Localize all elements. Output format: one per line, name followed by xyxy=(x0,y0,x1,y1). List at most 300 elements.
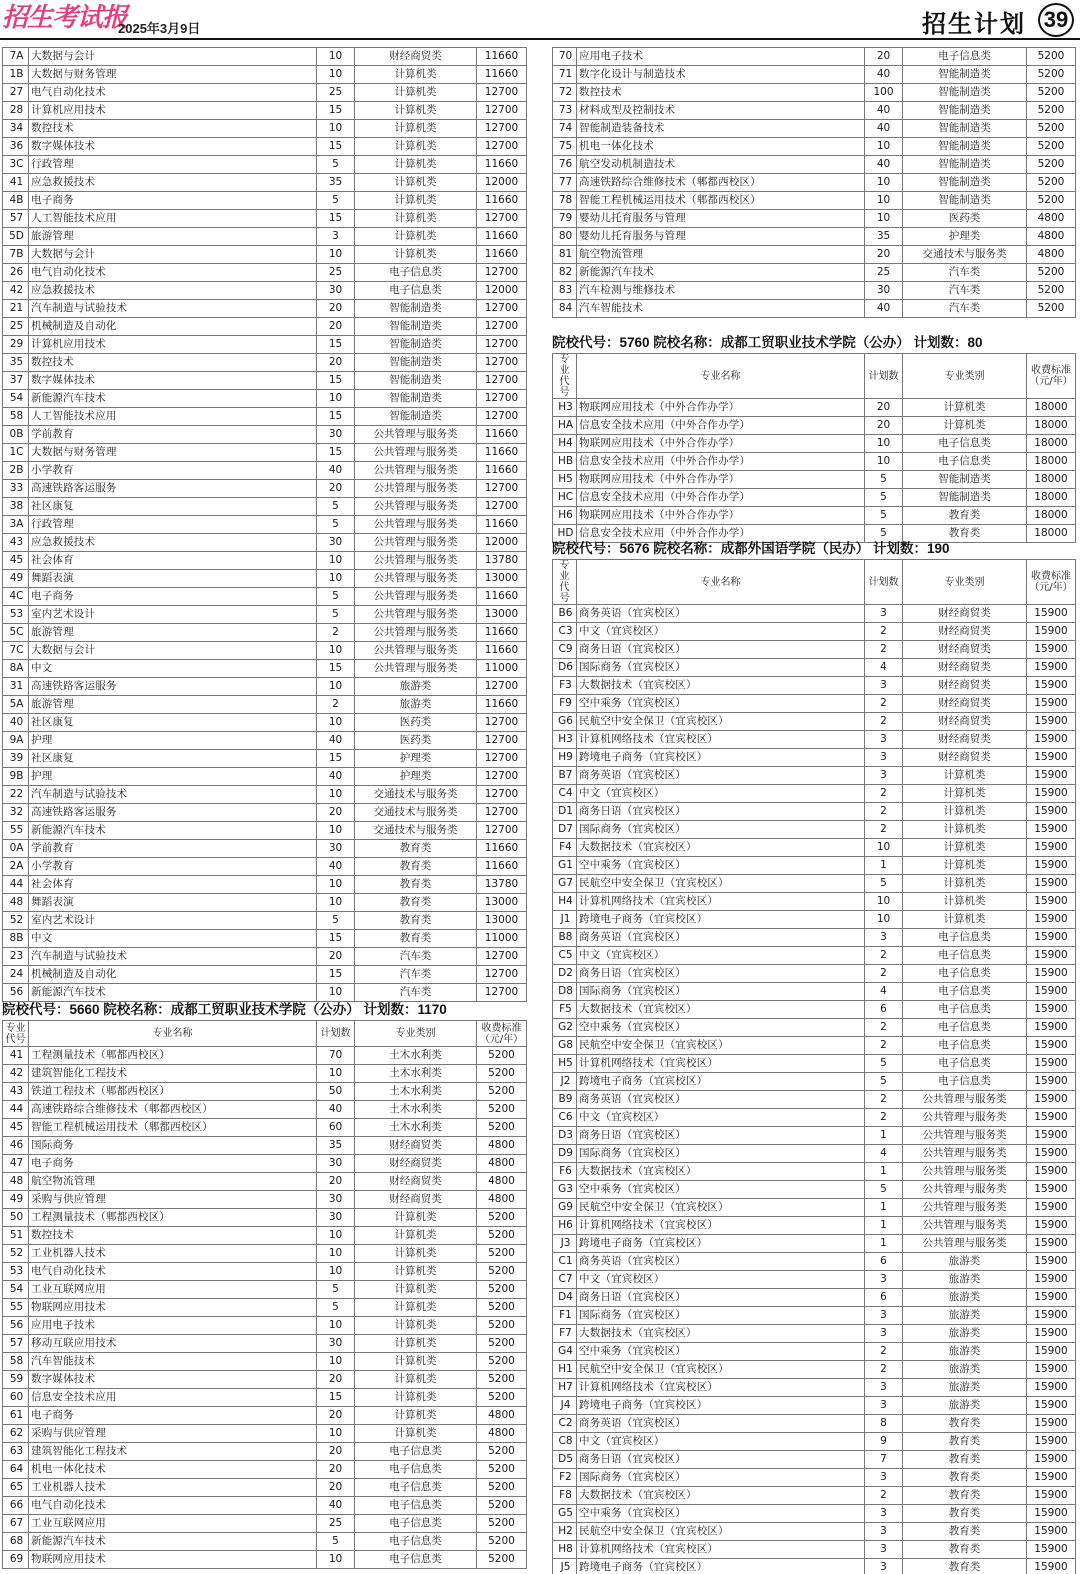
cell-category: 智能制造类 xyxy=(355,318,477,336)
cell-fee: 15900 xyxy=(1027,1505,1076,1523)
cell-plan: 2 xyxy=(865,1487,903,1505)
cell-fee: 5200 xyxy=(477,1047,527,1065)
table-row xyxy=(553,1307,1076,1325)
cell-fee: 15900 xyxy=(1027,659,1076,677)
cell-code: 71 xyxy=(553,66,577,84)
cell-fee: 15900 xyxy=(1027,1055,1076,1073)
cell-name: 国际商务（宜宾校区） xyxy=(577,1469,865,1487)
table-row xyxy=(3,966,527,984)
table-row xyxy=(3,1155,527,1173)
table-row xyxy=(553,1397,1076,1415)
cell-category: 公共管理与服务类 xyxy=(903,1109,1027,1127)
cell-plan: 10 xyxy=(317,120,355,138)
table-row xyxy=(553,1127,1076,1145)
cell-name: 婴幼儿托育服务与管理 xyxy=(577,210,865,228)
cell-fee: 11660 xyxy=(477,48,527,66)
cell-fee: 12000 xyxy=(477,534,527,552)
table-row xyxy=(3,642,527,660)
cell-plan: 10 xyxy=(317,786,355,804)
table-row xyxy=(553,1505,1076,1523)
cell-code: 81 xyxy=(553,246,577,264)
cell-fee: 11660 xyxy=(477,516,527,534)
cell-category: 计算机类 xyxy=(903,839,1027,857)
cell-plan: 6 xyxy=(865,1001,903,1019)
cell-fee: 18000 xyxy=(1027,507,1076,525)
cell-plan: 10 xyxy=(317,1245,355,1263)
table-row xyxy=(553,102,1076,120)
cell-fee: 5200 xyxy=(1027,156,1076,174)
cell-code: H9 xyxy=(553,749,577,767)
cell-category: 计算机类 xyxy=(355,1281,477,1299)
cell-fee: 15900 xyxy=(1027,1109,1076,1127)
cell-fee: 15900 xyxy=(1027,731,1076,749)
cell-category: 财经商贸类 xyxy=(903,623,1027,641)
cell-category: 教育类 xyxy=(355,930,477,948)
table-row xyxy=(3,228,527,246)
cell-plan: 20 xyxy=(317,480,355,498)
cell-name: 社区康复 xyxy=(29,750,317,768)
cell-name: 高速铁路客运服务 xyxy=(29,804,317,822)
cell-name: 护理 xyxy=(29,732,317,750)
table-row xyxy=(553,983,1076,1001)
cell-name: 机械制造及自动化 xyxy=(29,966,317,984)
cell-code: 9B xyxy=(3,768,29,786)
cell-plan: 40 xyxy=(865,156,903,174)
table-row xyxy=(3,588,527,606)
cell-category: 财经商贸类 xyxy=(355,1191,477,1209)
cell-name: 民航空中安全保卫（宜宾校区） xyxy=(577,875,865,893)
cell-plan: 20 xyxy=(317,804,355,822)
cell-name: 数控技术 xyxy=(577,84,865,102)
cell-fee: 5200 xyxy=(477,1119,527,1137)
cell-code: HC xyxy=(553,489,577,507)
cell-code: 68 xyxy=(3,1533,29,1551)
cell-fee: 4800 xyxy=(477,1173,527,1191)
cell-category: 公共管理与服务类 xyxy=(903,1199,1027,1217)
cell-name: 数控技术 xyxy=(29,1227,317,1245)
cell-plan: 10 xyxy=(865,192,903,210)
cell-plan: 3 xyxy=(865,677,903,695)
cell-plan: 8 xyxy=(865,1415,903,1433)
table-row xyxy=(3,1425,527,1443)
cell-plan: 10 xyxy=(317,678,355,696)
cell-name: 大数据技术（宜宾校区） xyxy=(577,1163,865,1181)
table-row xyxy=(553,731,1076,749)
cell-plan: 30 xyxy=(317,1191,355,1209)
table-row xyxy=(553,605,1076,623)
cell-category: 计算机类 xyxy=(355,138,477,156)
school-5760-block xyxy=(552,333,1076,543)
cell-plan: 5 xyxy=(317,192,355,210)
cell-category: 计算机类 xyxy=(903,785,1027,803)
cell-category: 电子信息类 xyxy=(355,264,477,282)
newspaper-logo: 招生考试报 xyxy=(2,3,128,33)
cell-code: 59 xyxy=(3,1371,29,1389)
cell-code: 66 xyxy=(3,1497,29,1515)
cell-plan: 3 xyxy=(865,1541,903,1559)
cell-fee: 13000 xyxy=(477,894,527,912)
cell-category: 计算机类 xyxy=(355,156,477,174)
cell-category: 电子信息类 xyxy=(903,1073,1027,1091)
cell-fee: 15900 xyxy=(1027,1559,1076,1574)
cell-category: 智能制造类 xyxy=(355,300,477,318)
cell-category: 计算机类 xyxy=(355,1227,477,1245)
table-row xyxy=(3,570,527,588)
cell-code: HA xyxy=(553,417,577,435)
header-fee: 收费标准（元/年） xyxy=(1027,354,1076,399)
cell-name: 新能源汽车技术 xyxy=(29,1533,317,1551)
cell-plan: 10 xyxy=(317,642,355,660)
cell-code: H1 xyxy=(553,1361,577,1379)
cell-fee: 15900 xyxy=(1027,1181,1076,1199)
cell-fee: 15900 xyxy=(1027,1487,1076,1505)
table-row xyxy=(3,516,527,534)
cell-plan: 20 xyxy=(865,399,903,417)
cell-plan: 3 xyxy=(317,228,355,246)
cell-code: G8 xyxy=(553,1037,577,1055)
cell-category: 智能制造类 xyxy=(903,174,1027,192)
cell-category: 财经商贸类 xyxy=(903,605,1027,623)
cell-fee: 12700 xyxy=(477,768,527,786)
cell-category: 旅游类 xyxy=(903,1289,1027,1307)
header-name: 专业名称 xyxy=(577,560,865,605)
cell-category: 智能制造类 xyxy=(903,471,1027,489)
table-row xyxy=(553,1469,1076,1487)
cell-name: 大数据与会计 xyxy=(29,246,317,264)
cell-fee: 15900 xyxy=(1027,695,1076,713)
cell-code: 25 xyxy=(3,318,29,336)
header-fee: 收费标准（元/年） xyxy=(477,1021,527,1047)
cell-fee: 12700 xyxy=(477,264,527,282)
cell-fee: 5200 xyxy=(477,1389,527,1407)
table-row xyxy=(553,192,1076,210)
cell-name: 新能源汽车技术 xyxy=(29,822,317,840)
cell-code: 73 xyxy=(553,102,577,120)
cell-name: 舞蹈表演 xyxy=(29,894,317,912)
cell-plan: 4 xyxy=(865,659,903,677)
table-row xyxy=(3,696,527,714)
cell-code: 57 xyxy=(3,1335,29,1353)
cell-category: 土木水利类 xyxy=(355,1047,477,1065)
cell-category: 智能制造类 xyxy=(355,390,477,408)
table-row xyxy=(553,1541,1076,1559)
cell-plan: 5 xyxy=(317,516,355,534)
cell-fee: 15900 xyxy=(1027,1199,1076,1217)
cell-code: D7 xyxy=(553,821,577,839)
cell-plan: 2 xyxy=(317,624,355,642)
table-row xyxy=(3,246,527,264)
cell-code: 58 xyxy=(3,1353,29,1371)
cell-name: 行政管理 xyxy=(29,156,317,174)
cell-fee: 5200 xyxy=(477,1065,527,1083)
cell-plan: 2 xyxy=(865,1019,903,1037)
table-row xyxy=(3,804,527,822)
cell-plan: 5 xyxy=(865,1073,903,1091)
cell-plan: 60 xyxy=(317,1119,355,1137)
cell-code: 49 xyxy=(3,1191,29,1209)
cell-fee: 4800 xyxy=(477,1155,527,1173)
cell-fee: 15900 xyxy=(1027,983,1076,1001)
cell-fee: 5200 xyxy=(477,1533,527,1551)
cell-fee: 15900 xyxy=(1027,893,1076,911)
cell-fee: 18000 xyxy=(1027,471,1076,489)
cell-category: 医药类 xyxy=(355,714,477,732)
cell-fee: 15900 xyxy=(1027,623,1076,641)
table-row xyxy=(553,677,1076,695)
table-row xyxy=(3,876,527,894)
cell-fee: 5200 xyxy=(1027,282,1076,300)
table-row xyxy=(3,480,527,498)
cell-code: 82 xyxy=(553,264,577,282)
table-row xyxy=(3,1479,527,1497)
cell-category: 旅游类 xyxy=(903,1379,1027,1397)
cell-plan: 3 xyxy=(865,749,903,767)
cell-name: 工程测量技术（郫都西校区） xyxy=(29,1209,317,1227)
cell-name: 应用电子技术 xyxy=(577,48,865,66)
cell-name: 旅游管理 xyxy=(29,228,317,246)
cell-category: 计算机类 xyxy=(903,893,1027,911)
cell-fee: 15900 xyxy=(1027,1235,1076,1253)
cell-category: 公共管理与服务类 xyxy=(355,552,477,570)
cell-fee: 5200 xyxy=(477,1353,527,1371)
cell-fee: 5200 xyxy=(1027,66,1076,84)
cell-code: H5 xyxy=(553,471,577,489)
table-row xyxy=(553,228,1076,246)
cell-code: 79 xyxy=(553,210,577,228)
cell-plan: 2 xyxy=(865,1091,903,1109)
table-row xyxy=(553,1523,1076,1541)
cell-fee: 15900 xyxy=(1027,929,1076,947)
cell-category: 旅游类 xyxy=(903,1325,1027,1343)
cell-category: 计算机类 xyxy=(903,857,1027,875)
cell-plan: 1 xyxy=(865,1235,903,1253)
table-row xyxy=(553,1559,1076,1574)
header-name: 专业名称 xyxy=(29,1021,317,1047)
table-row xyxy=(553,1487,1076,1505)
cell-category: 智能制造类 xyxy=(903,66,1027,84)
cell-fee: 5200 xyxy=(477,1263,527,1281)
cell-plan: 30 xyxy=(317,282,355,300)
cell-fee: 15900 xyxy=(1027,605,1076,623)
cell-plan: 20 xyxy=(317,354,355,372)
cell-name: 电子商务 xyxy=(29,192,317,210)
cell-name: 机电一体化技术 xyxy=(29,1461,317,1479)
cell-code: 63 xyxy=(3,1443,29,1461)
cell-category: 旅游类 xyxy=(903,1343,1027,1361)
table-row xyxy=(3,840,527,858)
cell-category: 计算机类 xyxy=(355,1407,477,1425)
cell-fee: 15900 xyxy=(1027,1469,1076,1487)
cell-code: F8 xyxy=(553,1487,577,1505)
cell-category: 计算机类 xyxy=(355,1353,477,1371)
cell-plan: 5 xyxy=(865,1055,903,1073)
cell-category: 公共管理与服务类 xyxy=(355,606,477,624)
cell-plan: 2 xyxy=(865,1037,903,1055)
table-row xyxy=(3,1515,527,1533)
cell-fee: 15900 xyxy=(1027,1361,1076,1379)
table-row xyxy=(3,750,527,768)
table-row xyxy=(553,947,1076,965)
cell-category: 教育类 xyxy=(903,1415,1027,1433)
cell-name: 空中乘务（宜宾校区） xyxy=(577,1019,865,1037)
cell-fee: 12700 xyxy=(477,822,527,840)
cell-name: 社会体育 xyxy=(29,552,317,570)
cell-code: G9 xyxy=(553,1199,577,1217)
cell-name: 跨境电子商务（宜宾校区） xyxy=(577,1559,865,1574)
cell-name: 高速铁路综合维修技术（郫都西校区） xyxy=(577,174,865,192)
cell-category: 电子信息类 xyxy=(355,282,477,300)
cell-code: G6 xyxy=(553,713,577,731)
cell-code: 5C xyxy=(3,624,29,642)
cell-code: 2A xyxy=(3,858,29,876)
cell-plan: 3 xyxy=(865,1325,903,1343)
cell-code: 22 xyxy=(3,786,29,804)
cell-fee: 15900 xyxy=(1027,1433,1076,1451)
cell-plan: 10 xyxy=(317,246,355,264)
cell-name: 大数据技术（宜宾校区） xyxy=(577,1325,865,1343)
cell-code: H3 xyxy=(553,399,577,417)
cell-category: 教育类 xyxy=(903,1505,1027,1523)
cell-name: 大数据技术（宜宾校区） xyxy=(577,1001,865,1019)
cell-category: 公共管理与服务类 xyxy=(355,444,477,462)
cell-fee: 11000 xyxy=(477,930,527,948)
cell-code: F1 xyxy=(553,1307,577,1325)
cell-fee: 15900 xyxy=(1027,1217,1076,1235)
cell-plan: 2 xyxy=(865,803,903,821)
table-row xyxy=(3,462,527,480)
cell-code: 40 xyxy=(3,714,29,732)
cell-code: 24 xyxy=(3,966,29,984)
cell-plan: 20 xyxy=(865,417,903,435)
cell-code: J4 xyxy=(553,1397,577,1415)
cell-category: 公共管理与服务类 xyxy=(355,480,477,498)
cell-category: 电子信息类 xyxy=(903,1037,1027,1055)
cell-fee: 18000 xyxy=(1027,489,1076,507)
cell-plan: 3 xyxy=(865,1523,903,1541)
cell-name: 大数据与会计 xyxy=(29,48,317,66)
cell-category: 财经商贸类 xyxy=(355,1137,477,1155)
cell-fee: 5200 xyxy=(477,1227,527,1245)
cell-plan: 3 xyxy=(865,1469,903,1487)
cell-plan: 10 xyxy=(317,390,355,408)
cell-code: D5 xyxy=(553,1451,577,1469)
cell-name: 汽车智能技术 xyxy=(577,300,865,318)
cell-code: D2 xyxy=(553,965,577,983)
cell-code: G7 xyxy=(553,875,577,893)
cell-name: 智能制造装备技术 xyxy=(577,120,865,138)
cell-fee: 15900 xyxy=(1027,1397,1076,1415)
cell-name: 中文（宜宾校区） xyxy=(577,1433,865,1451)
cell-name: 人工智能技术应用 xyxy=(29,408,317,426)
cell-name: 国际商务 xyxy=(29,1137,317,1155)
cell-category: 公共管理与服务类 xyxy=(903,1235,1027,1253)
table-row xyxy=(553,1343,1076,1361)
cell-plan: 10 xyxy=(865,435,903,453)
cell-fee: 5200 xyxy=(477,1443,527,1461)
cell-plan: 20 xyxy=(317,1407,355,1425)
cell-code: F7 xyxy=(553,1325,577,1343)
cell-fee: 11660 xyxy=(477,588,527,606)
cell-code: C2 xyxy=(553,1415,577,1433)
cell-code: 84 xyxy=(553,300,577,318)
school-header-5760: 院校代号：5760 院校名称：成都工贸职业技术学院（公办） 计划数：80 xyxy=(552,335,983,350)
cell-plan: 5 xyxy=(865,471,903,489)
cell-name: 应急救援技术 xyxy=(29,282,317,300)
cell-code: 48 xyxy=(3,894,29,912)
table-row xyxy=(3,354,527,372)
cell-category: 公共管理与服务类 xyxy=(903,1091,1027,1109)
cell-plan: 40 xyxy=(317,768,355,786)
cell-plan: 9 xyxy=(865,1433,903,1451)
cell-fee: 15900 xyxy=(1027,1091,1076,1109)
cell-fee: 15900 xyxy=(1027,947,1076,965)
cell-name: 社会体育 xyxy=(29,876,317,894)
table-row xyxy=(553,1289,1076,1307)
cell-category: 旅游类 xyxy=(903,1271,1027,1289)
cell-plan: 15 xyxy=(317,210,355,228)
cell-category: 计算机类 xyxy=(355,1389,477,1407)
cell-category: 计算机类 xyxy=(355,228,477,246)
cell-fee: 11660 xyxy=(477,642,527,660)
cell-category: 公共管理与服务类 xyxy=(355,426,477,444)
table-row xyxy=(553,767,1076,785)
table-row xyxy=(3,1101,527,1119)
cell-fee: 4800 xyxy=(1027,246,1076,264)
cell-fee: 11660 xyxy=(477,426,527,444)
table-row xyxy=(3,444,527,462)
table-row xyxy=(3,120,527,138)
cell-code: 7B xyxy=(3,246,29,264)
cell-fee: 5200 xyxy=(1027,102,1076,120)
cell-plan: 5 xyxy=(865,507,903,525)
cell-code: 52 xyxy=(3,912,29,930)
cell-fee: 15900 xyxy=(1027,677,1076,695)
cell-fee: 15900 xyxy=(1027,1253,1076,1271)
cell-fee: 5200 xyxy=(477,1083,527,1101)
cell-code: C9 xyxy=(553,641,577,659)
cell-category: 电子信息类 xyxy=(903,947,1027,965)
cell-category: 公共管理与服务类 xyxy=(903,1145,1027,1163)
table-row xyxy=(3,768,527,786)
table-row xyxy=(553,1235,1076,1253)
cell-code: H7 xyxy=(553,1379,577,1397)
table-left-continued xyxy=(2,47,527,1002)
table-row xyxy=(3,1389,527,1407)
cell-category: 计算机类 xyxy=(903,803,1027,821)
cell-name: 计算机网络技术（宜宾校区） xyxy=(577,731,865,749)
cell-fee: 11660 xyxy=(477,444,527,462)
table-row xyxy=(3,66,527,84)
cell-code: J1 xyxy=(553,911,577,929)
table-row xyxy=(3,1065,527,1083)
cell-code: 72 xyxy=(553,84,577,102)
cell-category: 智能制造类 xyxy=(903,156,1027,174)
table-row xyxy=(553,803,1076,821)
cell-name: 行政管理 xyxy=(29,516,317,534)
cell-fee: 12700 xyxy=(477,210,527,228)
cell-fee: 5200 xyxy=(477,1551,527,1569)
cell-code: F4 xyxy=(553,839,577,857)
cell-code: 37 xyxy=(3,372,29,390)
cell-category: 计算机类 xyxy=(355,1317,477,1335)
cell-fee: 5200 xyxy=(477,1371,527,1389)
cell-category: 旅游类 xyxy=(903,1307,1027,1325)
cell-fee: 15900 xyxy=(1027,1523,1076,1541)
cell-category: 交通技术与服务类 xyxy=(355,786,477,804)
cell-fee: 15900 xyxy=(1027,1415,1076,1433)
table-row xyxy=(553,1091,1076,1109)
table-row xyxy=(3,786,527,804)
